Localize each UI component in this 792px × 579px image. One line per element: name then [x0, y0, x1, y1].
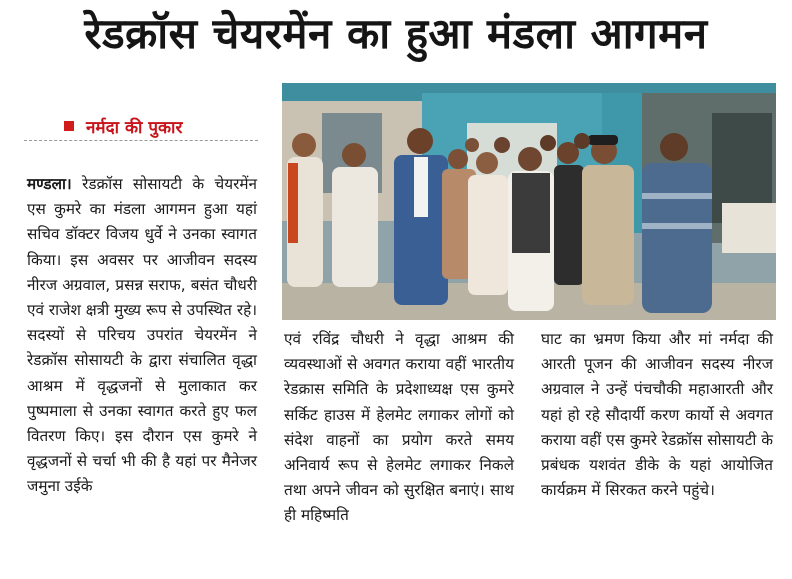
headline: रेडक्रॉस चेयरमेंन का हुआ मंडला आगमन — [84, 9, 708, 58]
column-3-text: घाट का भ्रमण किया और मां नर्मदा की आरती पूजन की आजीवन सदस्य नीरज अग्रवाल ने उन्हें पंचचौकी महाआरती और यहां हो रहे सौदार्यी करण कार्यो से अवगत कराया वहीं एस कुमरे रेडक्रॉस सोसायटी के प्रबंधक यशवंत डीके के यहां आयोजित कार्यक्रम में सिरकत करने पहुंचे। — [541, 330, 773, 500]
byline — [24, 114, 258, 141]
column-2-text: एवं रविंद्र चौधरी ने वृद्धा आश्रम की व्यवस्थाओं से अवगत कराया वहीं भारतीय रेडक्रास समिति के प्रदेशाध्यक्ष एस कुमरे सर्किट हाउस में हेलमेट लगाकर लोगों को संदेश वाहनों का प्रयोग करते समय अनिवार्य रूप से हेलमेट लगाकर निकले तथा अपने जीवन को सुरक्षित बनाएं। साथ ही महिष्मति — [284, 330, 514, 525]
article-column-3 — [541, 327, 773, 503]
group-photo — [282, 83, 776, 320]
byline-text: नर्मदा की पुकार — [86, 118, 183, 138]
group-photo-image — [282, 83, 776, 320]
article-column-2 — [284, 327, 514, 529]
dateline: मण्डला। — [27, 175, 72, 193]
column-1-text: रेडक्रॉस सोसायटी के चेयरमेंन एस कुमरे का मंडला आगमन हुआ यहां सचिव डॉक्टर विजय धुर्वे ने उनका स्वागत किया। इस अवसर पर आजीवन सदस्य नीरज अग्रवाल, प्रसन्न सराफ, बसंत चौधरी एवं राजेश क्षत्री मुख्य रूप से उपस्थित रहे। सदस्यों से परिचय उपरांत चेयरमेंन ने रेडक्रॉस सोसायटी के द्वारा संचालित वृद्धा आश्रम में वृद्धजनों से मुलाकात कर पुष्पमाला से उनका स्वागत करते हुए फल वितरण किए। इस दौरान एस कुमरे ने वृद्धजनों से चर्चा भी की है यहां पर मैनेजर जमुना उईके — [27, 175, 257, 496]
bullet-square-icon — [64, 121, 74, 131]
article-column-1 — [27, 172, 257, 500]
